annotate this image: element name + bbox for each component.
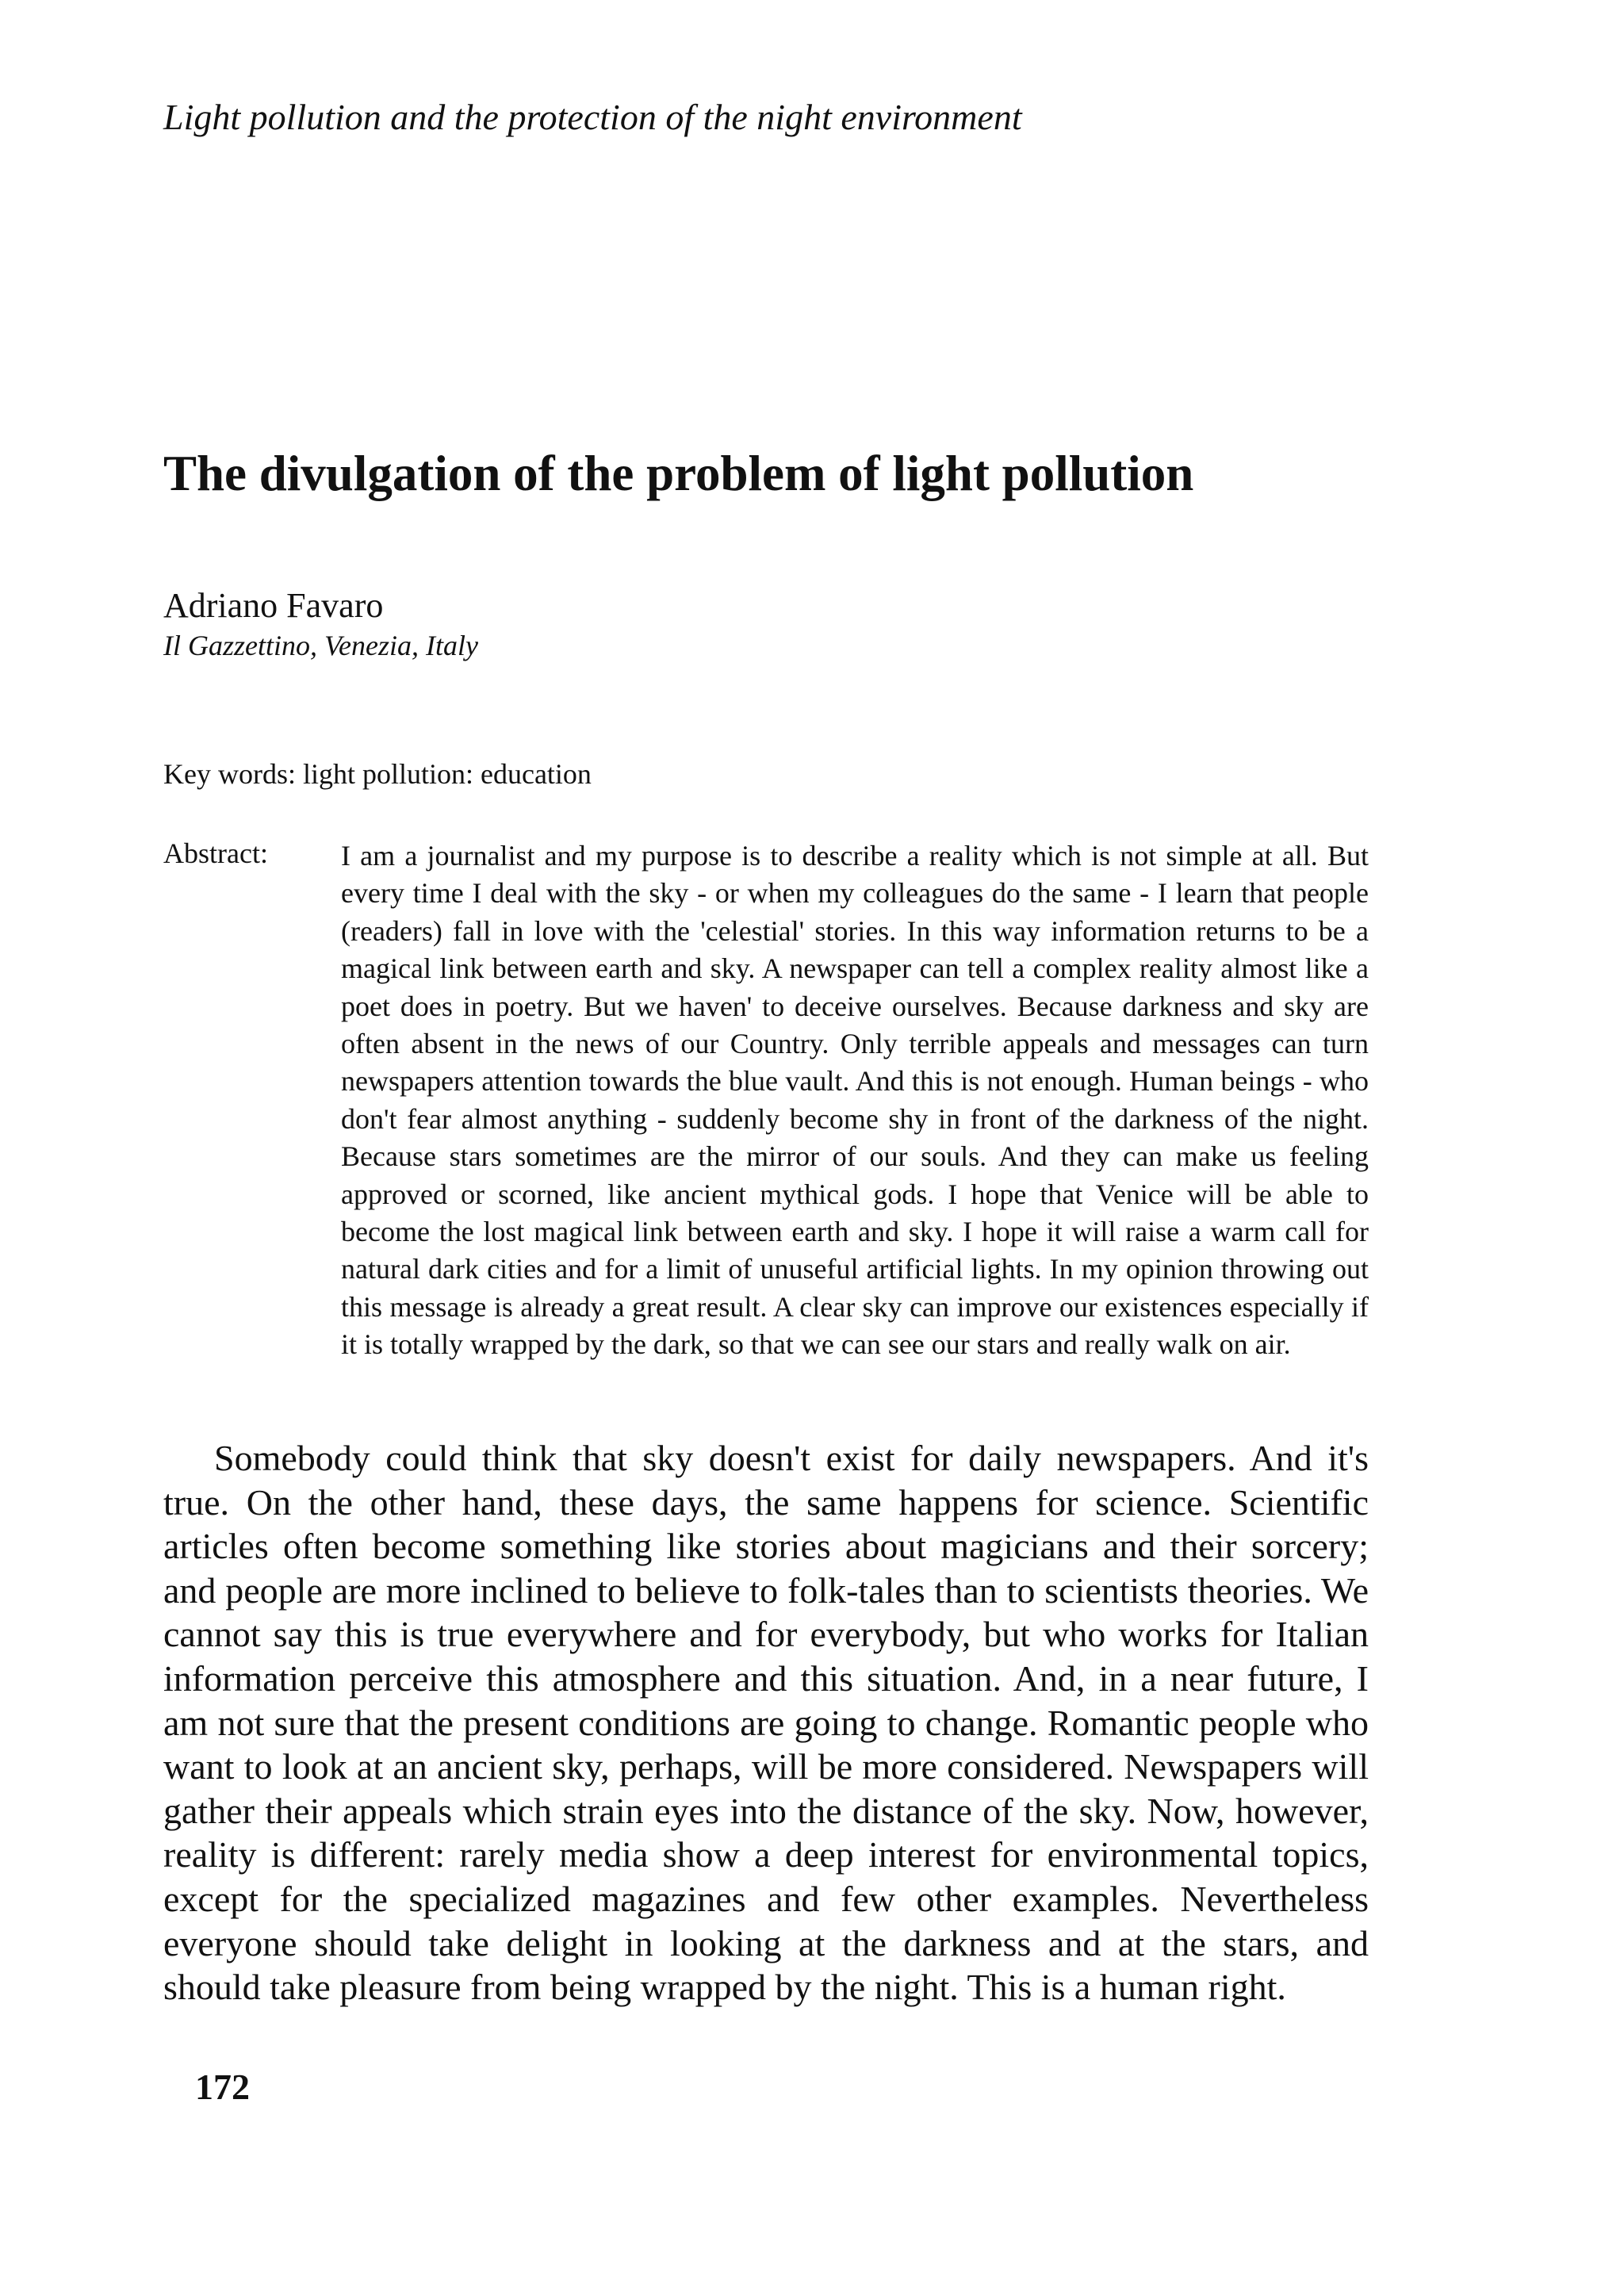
author-affiliation: Il Gazzettino, Venezia, Italy: [163, 630, 478, 661]
author-name: Adriano Favaro: [163, 586, 384, 625]
article-title: The divulgation of the problem of light pollution: [163, 446, 1194, 501]
body-paragraph: Somebody could think that sky doesn't exist for daily newspapers. And it's true. On the other hand, these days, the same happens for science. Scientific articles often become something like stories about magicians and their sorcery; and people are more inclined to believe to folk-tales than to scientists theories. We cannot say this is true everywhere and for everybody, but who works for Italian information perceive this atmosphere and this situation. And, in a near future, I am not sure that the present conditions are going to change. Romantic people who want to look at an ancient sky, perhaps, will be more considered. Newspapers will gather their appeals which strain eyes into the distance of the sky. Now, however, reality is different: rarely media show a deep interest for environmental topics, except for the specialized magazines and few other examples. Nevertheless everyone should take delight in looking at the darkness and at the stars, and should take pleasure from being wrapped by the night. This is a human right.: [163, 1438, 1369, 2008]
keywords: Key words: light pollution: education: [163, 758, 592, 790]
abstract-label: Abstract:: [163, 837, 268, 869]
abstract-text: I am a journalist and my purpose is to describe a reality which is not simple at all. But every time I deal with the sky - or when my colleagues do the same - I learn that people (readers) fall in love with the 'celestial' stories. In this way information returns to be a magical link between earth and sky. A newspaper can tell a complex reality almost like a poet does in poetry. But we haven' to deceive ourselves. Because darkness and sky are often absent in the news of our Country. Only terrible appeals and messages can turn newspapers attention towards the blue vault. And this is not enough. Human beings - who don't fear almost anything - suddenly become shy in front of the darkness of the night. Because stars sometimes are the mirror of our souls. And they can make us feeling approved or scorned, like ancient mythical gods. I hope that Venice will be able to become the lost magical link between earth and sky. I hope it will raise a warm call for natural dark cities and for a limit of unuseful artificial lights. In my opinion throwing out this message is already a great result. A clear sky can improve our existences especially if it is totally wrapped by the dark, so that we can see our stars and really walk on air.: [341, 840, 1369, 1361]
running-header: Light pollution and the protection of the night environment: [163, 97, 1022, 137]
page-number: 172: [195, 2067, 250, 2107]
